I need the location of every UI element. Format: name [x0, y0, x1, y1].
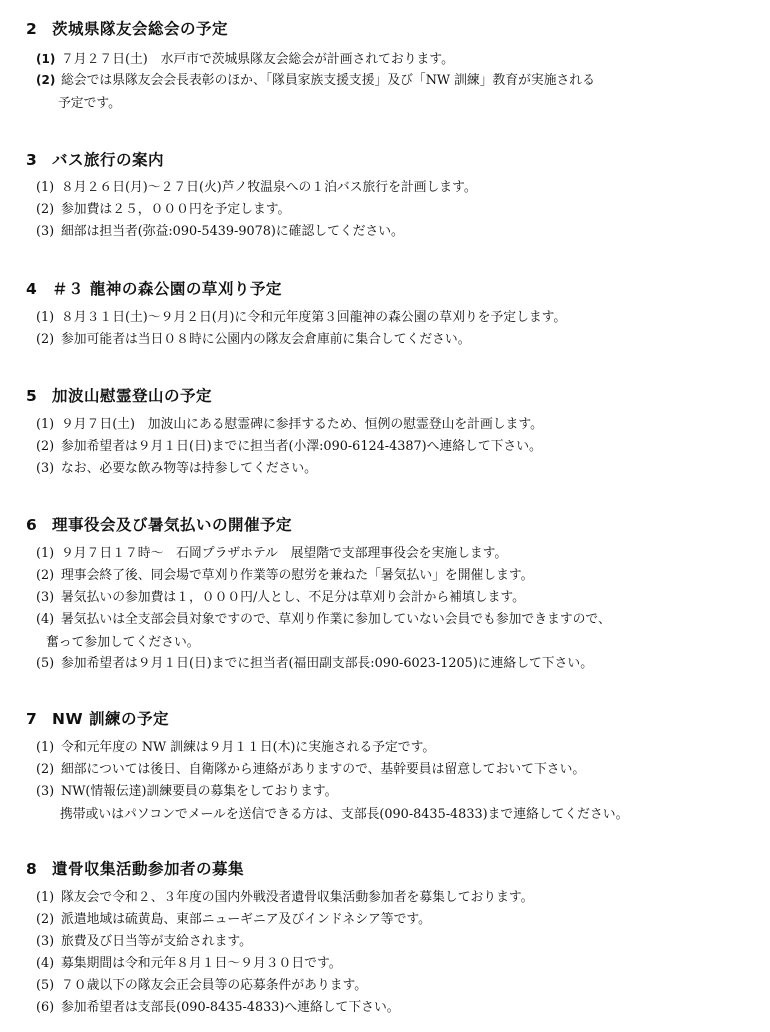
list-item	[36, 588, 525, 607]
item-text: 暑気払いは全支部会員対象ですので、草刈り作業に参加していない会員でも参加できますので、	[61, 612, 611, 627]
list-item	[36, 782, 337, 801]
list-item	[36, 308, 566, 327]
section-title: ＃３ 龍神の森公園の草刈り予定	[52, 280, 282, 298]
section-heading	[26, 17, 228, 39]
section-title: バス旅行の案内	[52, 151, 165, 169]
item-number: (4)	[36, 612, 55, 627]
list-item	[36, 610, 611, 629]
item-number: (1)	[36, 890, 55, 905]
item-text: ７月２７日(土) 水戸市で茨城県隊友会総会が計画されております。	[61, 52, 454, 67]
item-text: 参加希望者は９月１日(日)までに担当者(福田副支部長:090-6023-1205)に連絡して下さい。	[61, 656, 593, 671]
list-item	[36, 976, 367, 995]
item-text: ７０歳以下の隊友会正会員等の応募条件があります。	[61, 978, 368, 993]
item-number: (1)	[36, 417, 55, 432]
section-title: 茨城県隊友会総会の予定	[52, 20, 229, 38]
section-number: 8	[26, 860, 38, 878]
item-number: (1)	[36, 310, 55, 325]
item-text: 参加費は２５，０００円を予定します。	[61, 202, 291, 217]
section-number: 4	[26, 280, 38, 298]
item-text: 総会では県隊友会会長表彰のほか、「隊員家族支援支援」及び「NW 訓練」教育が実施される	[61, 73, 595, 88]
item-number: (1)	[36, 740, 55, 755]
item-text: NW(情報伝達)訓練要員の募集をしております。	[61, 784, 338, 799]
item-text: ９月７日１７時～ 石岡プラザホテル 展望階で支部理事役会を実施します。	[61, 546, 508, 561]
item-text: 令和元年度の NW 訓練は９月１１日(木)に実施される予定です。	[61, 740, 436, 755]
list-item	[36, 200, 290, 219]
section-number: 2	[26, 20, 38, 38]
list-item	[36, 888, 533, 907]
list-item	[36, 437, 542, 456]
item-number: (2)	[36, 202, 55, 217]
item-text: 細部については後日、自衛隊から連絡がありますので、基幹要員は留意しておいて下さい。	[61, 762, 586, 777]
item-text: 参加希望者は支部長(090-8435-4833)へ連絡して下さい。	[61, 1000, 400, 1015]
item-text: ８月３１日(土)～９月２日(月)に令和元年度第３回龍神の森公園の草刈りを予定します。	[61, 310, 567, 325]
list-item	[36, 954, 342, 973]
list-item	[36, 459, 317, 478]
item-continuation: 携帯或いはパソコンでメールを送信できる方は、支部長(090-8435-4833)まで連絡してください。	[60, 807, 629, 822]
section-heading	[26, 513, 292, 535]
item-number: (2)	[36, 73, 56, 87]
list-item	[36, 178, 477, 197]
item-number: (2)	[36, 332, 55, 347]
list-item	[36, 932, 252, 951]
section-title: 理事役会及び暑気払いの開催予定	[52, 516, 293, 534]
section-number: 7	[26, 710, 38, 728]
list-item	[36, 415, 543, 434]
item-text: 募集期間は令和元年８月１日～９月３０日です。	[61, 956, 342, 971]
list-item	[36, 566, 533, 585]
section-heading	[26, 707, 169, 729]
item-text: ９月７日(土) 加波山にある慰霊碑に参拝するため、恒例の慰霊登山を計画します。	[61, 417, 543, 432]
item-text: ８月２６日(月)～２７日(火)芦ノ牧温泉への１泊バス旅行を計画します。	[61, 180, 477, 195]
section-heading	[26, 384, 212, 406]
list-item	[36, 998, 400, 1017]
item-number: (3)	[36, 784, 55, 799]
item-text: 参加可能者は当日０８時に公園内の隊友会倉庫前に集合してください。	[61, 332, 471, 347]
item-text: 細部は担当者(弥益:090-5439-9078)に確認してください。	[61, 224, 404, 239]
section-number: 3	[26, 151, 38, 169]
section-heading	[26, 857, 244, 879]
section-title: 加波山慰霊登山の予定	[52, 387, 213, 405]
list-item	[36, 654, 593, 673]
list-item	[36, 222, 404, 241]
item-number: (4)	[36, 956, 55, 971]
list-item	[36, 910, 431, 929]
section-title: NW 訓練の予定	[52, 710, 169, 728]
item-text: なお、必要な飲み物等は持参してください。	[61, 461, 317, 476]
item-continuation: 奮って参加してください。	[46, 635, 200, 650]
item-number: (6)	[36, 1000, 55, 1015]
item-number: (1)	[36, 180, 55, 195]
item-text: 参加希望者は９月１日(日)までに担当者(小澤:090-6124-4387)へ連絡して下さい。	[61, 439, 542, 454]
list-item	[36, 50, 454, 69]
item-text: 隊友会で令和２、３年度の国内外戦没者遺骨収集活動参加者を募集しております。	[61, 890, 534, 905]
item-text: 暑気払いの参加費は１，０００円/人とし、不足分は草刈り会計から補填します。	[61, 590, 525, 605]
section-heading	[26, 148, 164, 170]
item-number: (3)	[36, 461, 55, 476]
list-item	[36, 544, 507, 563]
item-number: (2)	[36, 912, 55, 927]
item-number: (3)	[36, 590, 55, 605]
item-number: (5)	[36, 656, 55, 671]
list-item	[36, 71, 595, 90]
list-item	[36, 330, 471, 349]
item-text: 理事会終了後、同会場で草刈り作業等の慰労を兼ねた「暑気払い」を開催します。	[61, 568, 534, 583]
item-number: (2)	[36, 568, 55, 583]
item-text: 旅費及び日当等が支給されます。	[61, 934, 252, 949]
item-text: 派遣地域は硫黄島、東部ニューギニア及びインドネシア等です。	[61, 912, 431, 927]
list-item	[36, 760, 585, 779]
section-heading	[26, 277, 282, 299]
item-continuation: 予定です。	[58, 96, 121, 111]
list-item	[36, 738, 435, 757]
item-number: (1)	[36, 546, 55, 561]
section-number: 6	[26, 516, 38, 534]
item-number: (3)	[36, 934, 55, 949]
item-number: (5)	[36, 978, 55, 993]
item-number: (3)	[36, 224, 55, 239]
item-number: (2)	[36, 762, 55, 777]
section-title: 遺骨収集活動参加者の募集	[52, 860, 245, 878]
section-number: 5	[26, 387, 38, 405]
item-number: (1)	[36, 52, 56, 66]
item-number: (2)	[36, 439, 55, 454]
